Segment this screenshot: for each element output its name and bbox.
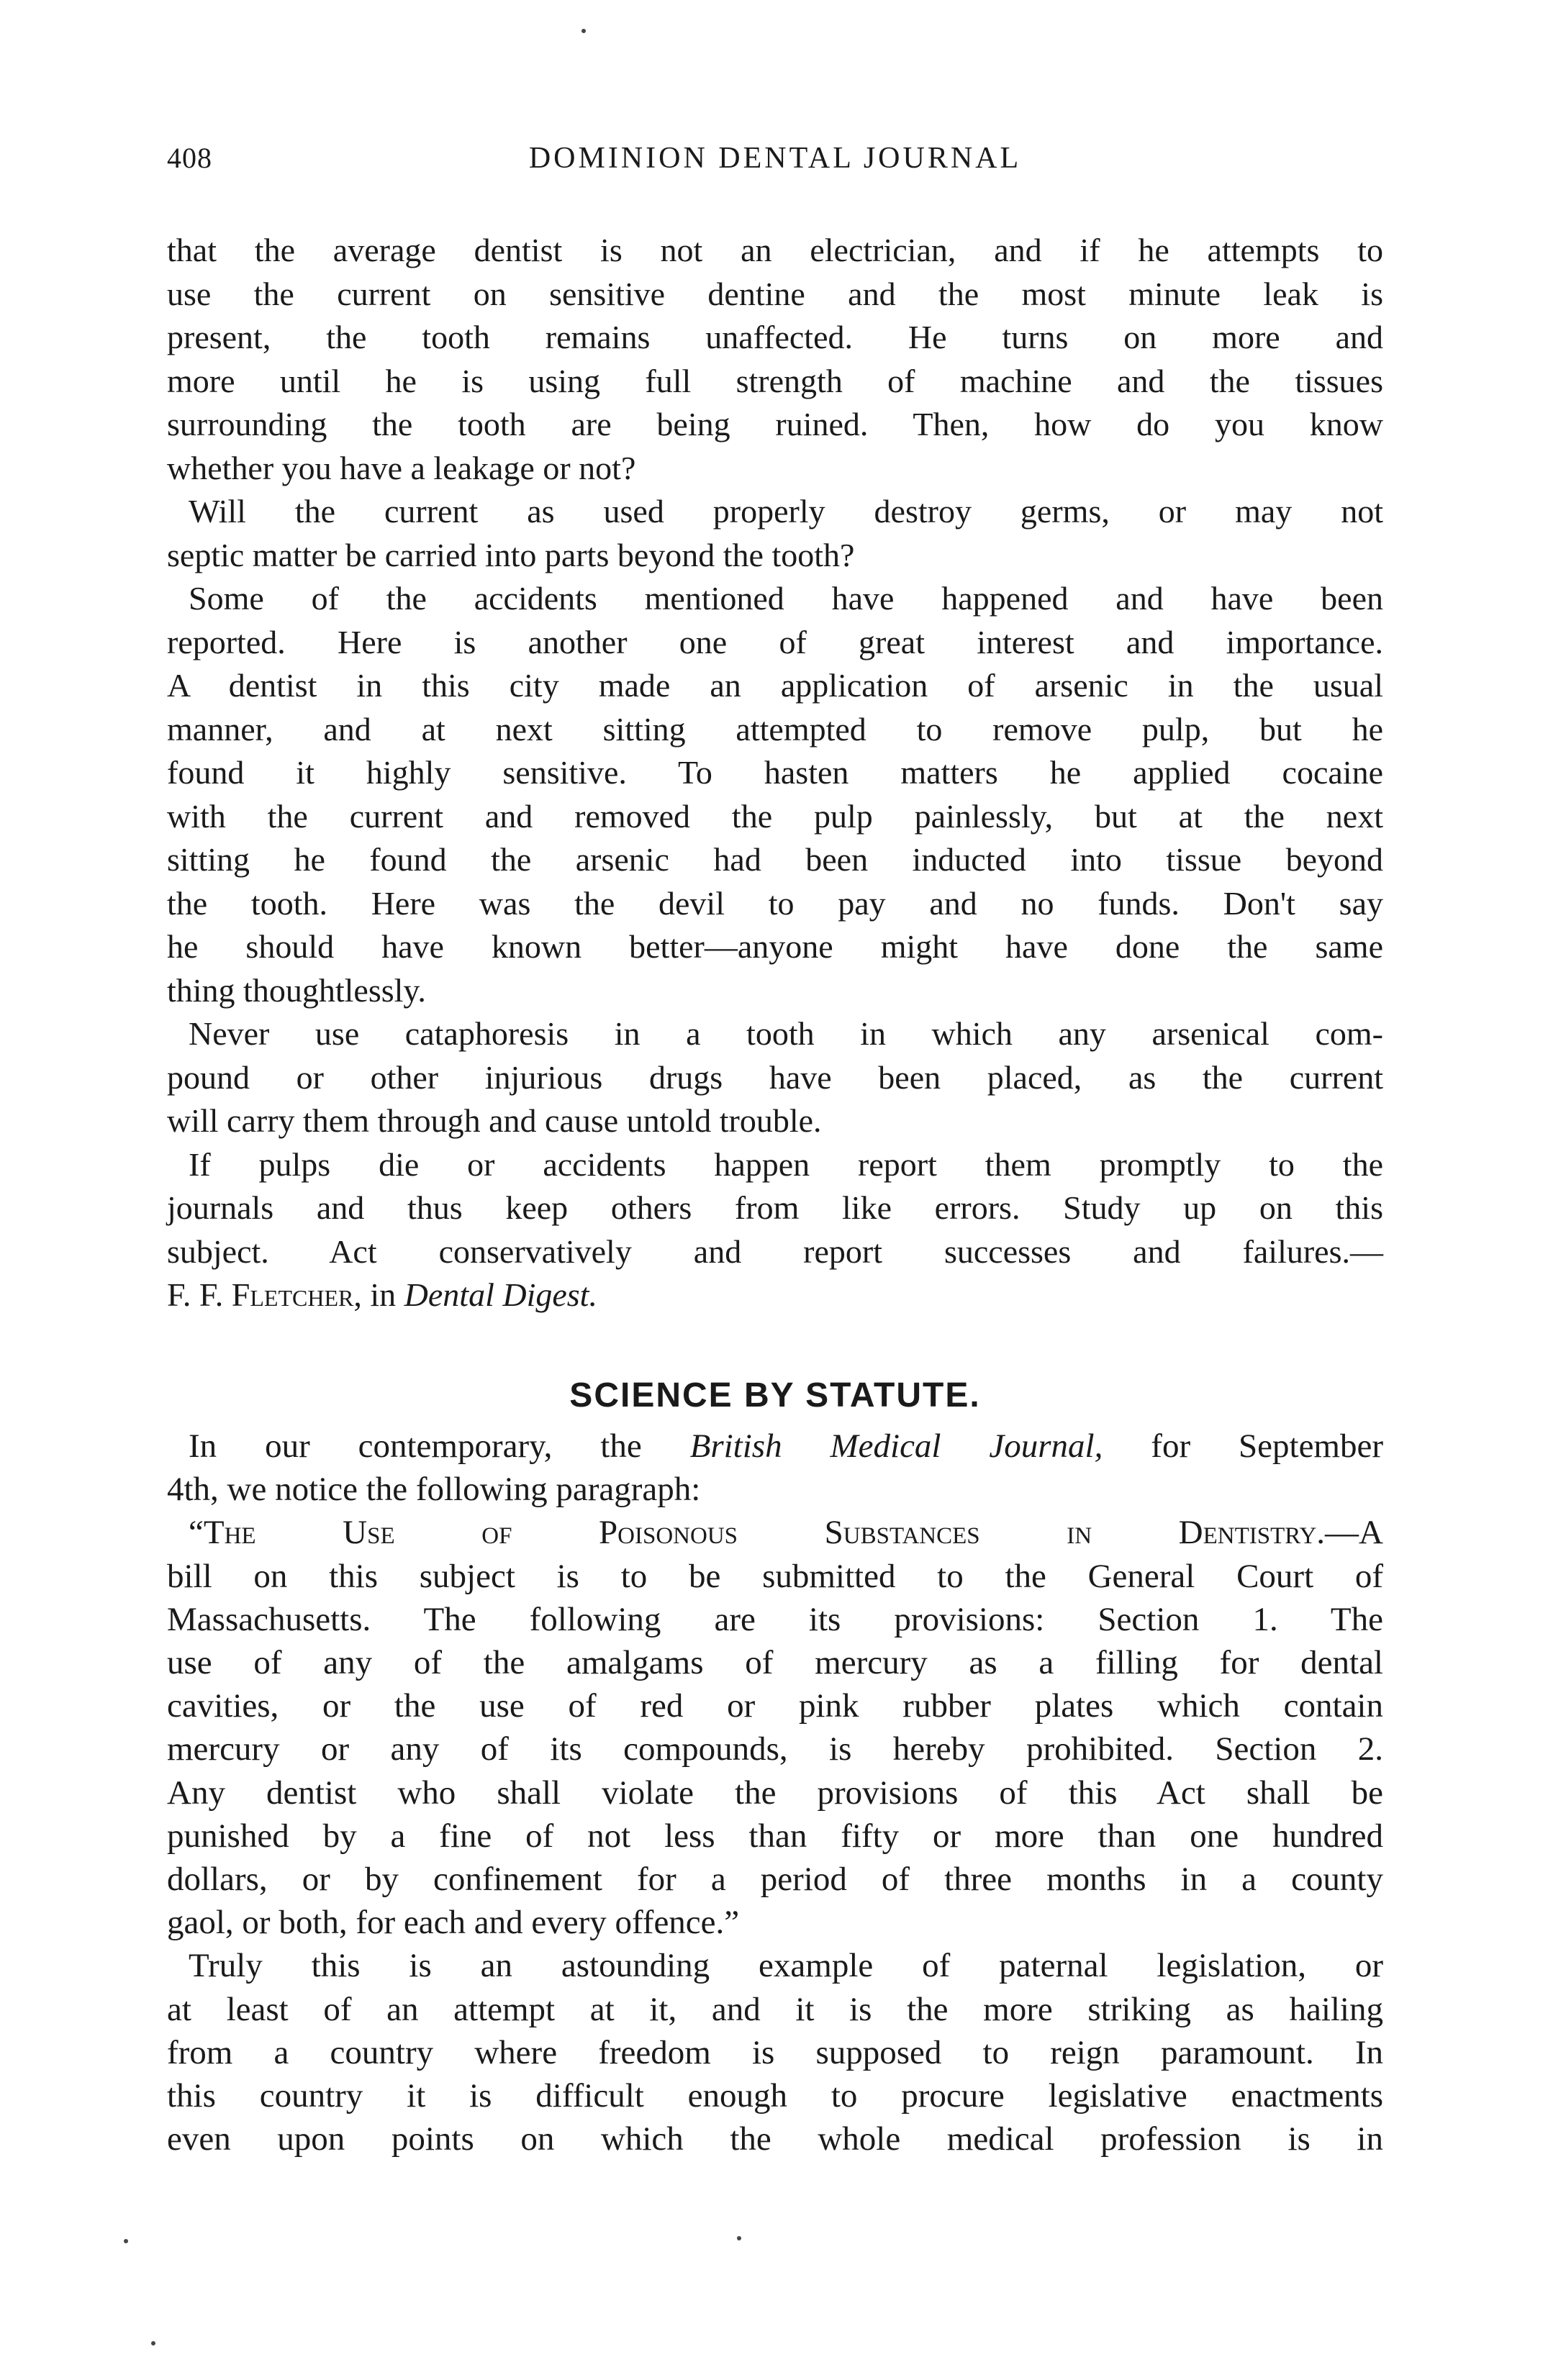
scan-speck bbox=[581, 29, 586, 33]
text-line: subject. Act conservatively and report successes and failures.— bbox=[167, 1232, 1383, 1270]
intro-text-end: for September bbox=[1103, 1427, 1384, 1465]
text-line: use of any of the amalgams of mercury as a filling for dental bbox=[167, 1644, 1383, 1682]
text-line: dollars, or by confinement for a period of three months in a county bbox=[167, 1861, 1383, 1899]
bill-title: The Use of Poisonous Substances in Dentistry. bbox=[203, 1514, 1326, 1552]
page-number: 408 bbox=[167, 142, 212, 174]
text-line: Will the current as used properly destroy germs, or may not bbox=[189, 493, 1383, 530]
text-line: 4th, we notice the following paragraph: bbox=[167, 1471, 701, 1509]
text-line: use the current on sensitive dentine and the most minute leak is bbox=[167, 275, 1383, 312]
text-line: found it highly sensitive. To hasten matters he applied cocaine bbox=[167, 754, 1383, 791]
text-line: reported. Here is another one of great interest and importance. bbox=[167, 623, 1383, 660]
text-line: Some of the accidents mentioned have happened and have been bbox=[189, 580, 1383, 617]
bill-title-dash: —A bbox=[1325, 1514, 1383, 1552]
text-line: with the current and removed the pulp painlessly, but at the next bbox=[167, 797, 1383, 835]
text-line: Massachusetts. The following are its provisions: Section 1. The bbox=[167, 1600, 1383, 1638]
attribution-line bbox=[167, 1273, 1383, 1317]
text-line: cavities, or the use of red or pink rubber plates which contain bbox=[167, 1687, 1383, 1725]
text-line: present, the tooth remains unaffected. He turns on more and bbox=[167, 319, 1383, 355]
paragraph-intro bbox=[167, 1425, 1383, 1511]
text-line: A dentist in this city made an application of arsenic in the usual bbox=[167, 667, 1383, 704]
paragraph-report bbox=[167, 1143, 1383, 1317]
text-line: punished by a fine of not less than fifty or more than one hundred bbox=[167, 1817, 1383, 1855]
text-line: thing thoughtlessly. bbox=[167, 971, 426, 1009]
attribution-connector: in bbox=[361, 1276, 404, 1313]
text-line: mercury or any of its compounds, is hereby prohibited. Section 2. bbox=[167, 1730, 1383, 1768]
text-line: from a country where freedom is supposed to reign paramount. In bbox=[167, 2033, 1383, 2071]
scan-speck bbox=[151, 2341, 155, 2345]
text-line: that the average dentist is not an electrician, and if he attempts to bbox=[167, 232, 1383, 268]
journal-citation: British Medical Journal, bbox=[689, 1427, 1103, 1465]
paragraph-germs bbox=[167, 490, 1383, 577]
attribution-source: Dental Digest. bbox=[404, 1276, 597, 1313]
text-line bbox=[167, 1511, 1383, 1554]
text-line: journals and thus keep others from like errors. Study up on this bbox=[167, 1189, 1383, 1226]
paragraph-commentary bbox=[167, 1944, 1383, 2161]
text-line: septic matter be carried into parts beyond the tooth? bbox=[167, 536, 855, 573]
text-line: will carry them through and cause untold trouble. bbox=[167, 1102, 822, 1139]
paragraph-leakage bbox=[167, 229, 1383, 490]
section-heading: SCIENCE BY STATUTE. bbox=[569, 1376, 981, 1414]
text-line: Truly this is an astounding example of paternal legislation, or bbox=[189, 1947, 1383, 1985]
scan-speck bbox=[737, 2236, 741, 2240]
paragraph-cataphoresis-warning bbox=[167, 1012, 1383, 1143]
text-line: whether you have a leakage or not? bbox=[167, 449, 636, 486]
text-line: pound or other injurious drugs have been placed, as the current bbox=[167, 1058, 1383, 1096]
paragraph-accidents bbox=[167, 577, 1383, 1012]
article-continuation bbox=[167, 229, 1383, 1317]
scan-speck bbox=[124, 2239, 128, 2243]
intro-text: In our contemporary, the bbox=[189, 1427, 690, 1465]
text-line: more until he is using full strength of machine and the tissues bbox=[167, 362, 1383, 399]
attribution-author: F. F. Fletcher, bbox=[167, 1276, 362, 1313]
text-line: gaol, or both, for each and every offence.” bbox=[167, 1904, 740, 1942]
running-head bbox=[167, 141, 1383, 184]
text-line: If pulps die or accidents happen report them promptly to the bbox=[189, 1145, 1383, 1183]
open-quote: “ bbox=[189, 1514, 204, 1552]
text-line: Never use cataphoresis in a tooth in which any arsenical com- bbox=[189, 1015, 1383, 1052]
text-line: the tooth. Here was the devil to pay and no funds. Don't say bbox=[167, 884, 1383, 922]
text-line: he should have known better—anyone might have done the same bbox=[167, 928, 1383, 965]
paragraph-quoted-bill bbox=[167, 1511, 1383, 1944]
text-line: manner, and at next sitting attempted to remove pulp, but he bbox=[167, 710, 1383, 748]
text-line: even upon points on which the whole medical profession is in bbox=[167, 2120, 1383, 2158]
text-line: Any dentist who shall violate the provisions of this Act shall be bbox=[167, 1773, 1383, 1812]
text-line: bill on this subject is to be submitted to the General Court of bbox=[167, 1557, 1383, 1595]
text-line: this country it is difficult enough to procure legislative enactments bbox=[167, 2077, 1383, 2115]
text-line bbox=[167, 1425, 1383, 1468]
text-line: sitting he found the arsenic had been inducted into tissue beyond bbox=[167, 841, 1383, 878]
text-line: surrounding the tooth are being ruined. Then, how do you know bbox=[167, 406, 1383, 442]
article-science-by-statute bbox=[167, 1425, 1383, 2161]
text-line: at least of an attempt at it, and it is the more striking as hailing bbox=[167, 1990, 1383, 2028]
journal-title: DOMINION DENTAL JOURNAL bbox=[528, 142, 1022, 175]
